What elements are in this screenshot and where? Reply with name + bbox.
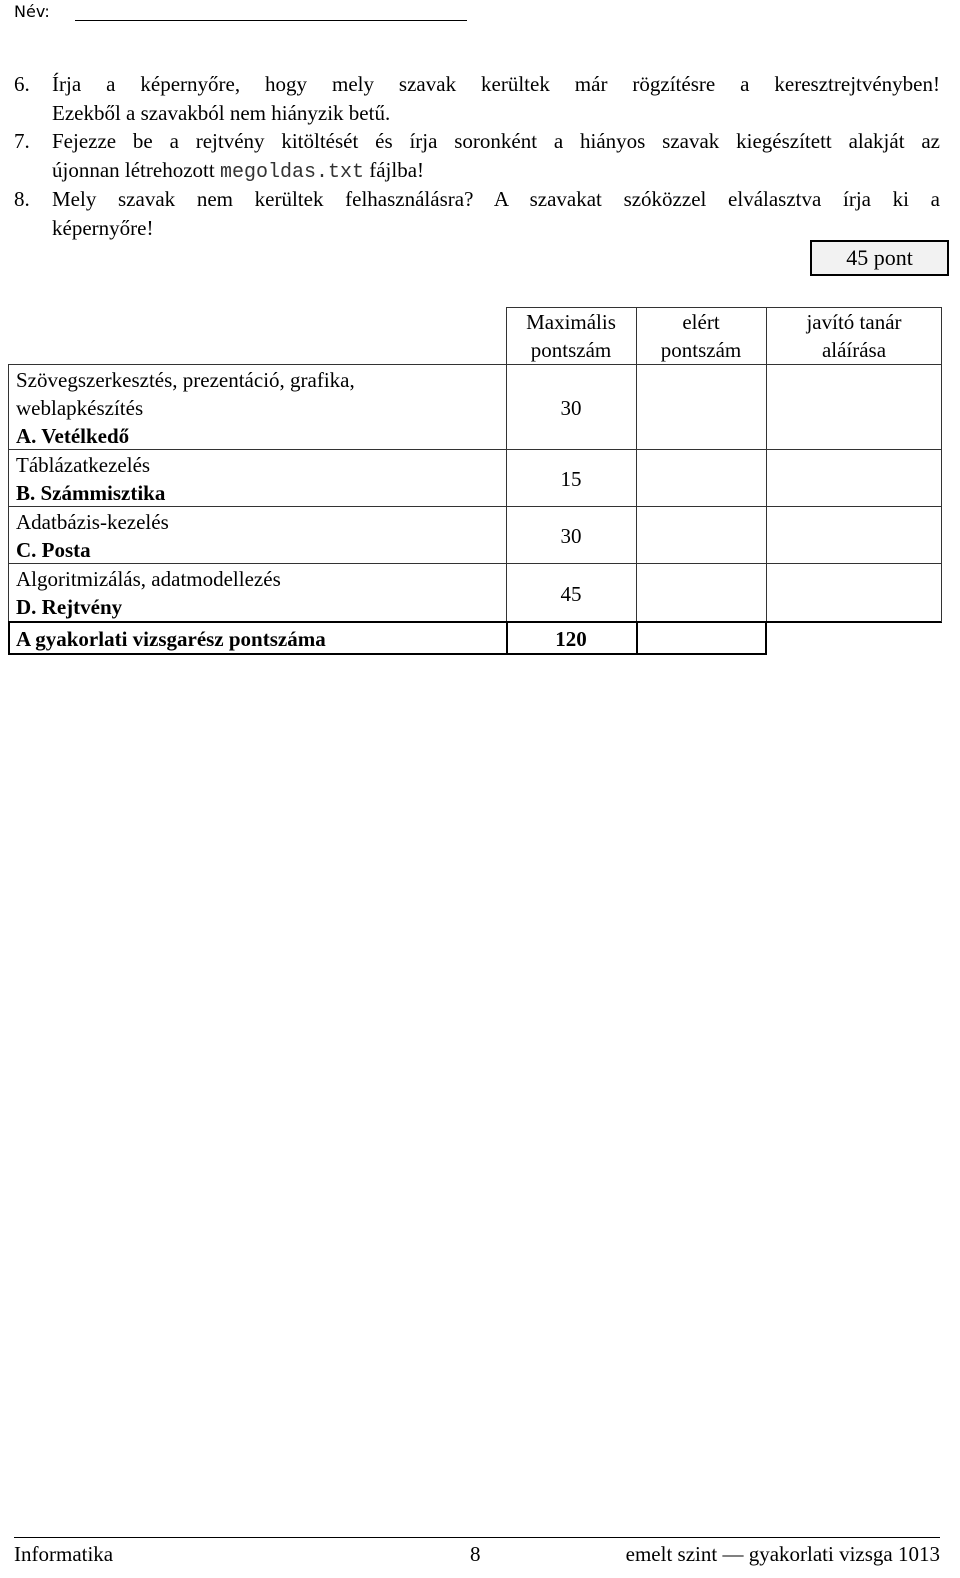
task-text-line: Ezekből a szavakból nem hiányzik betű.	[52, 100, 391, 125]
max-points-value: 45	[560, 582, 582, 606]
table-border	[765, 621, 767, 655]
task-7	[14, 127, 940, 187]
header-text: pontszám	[660, 338, 742, 362]
task-text-line: Fejezze be a rejtvény kitöltését és írja soronként a hiányos szavak kiegészített alakját az	[52, 129, 940, 153]
task-text: újonnan létrehozott	[52, 157, 220, 182]
task-text-line: Írja a képernyőre, hogy mely szavak kerültek már rögzítésre a keresztrejtvényben!	[52, 72, 940, 96]
name-field-line	[75, 20, 467, 21]
points-box: 45 pont	[810, 240, 949, 276]
table-border	[8, 653, 767, 655]
task-name: B. Számmisztika	[16, 481, 166, 505]
task-name: A. Vetélkedő	[16, 424, 130, 448]
header-max-points	[506, 308, 636, 364]
task-number: 7.	[14, 129, 30, 153]
max-points-value: 30	[560, 524, 582, 548]
footer-exam-info: emelt szint — gyakorlati vizsga 1013	[625, 1542, 940, 1566]
table-border	[941, 307, 942, 622]
task-text-line: képernyőre!	[52, 215, 154, 240]
header-text: javító tanár	[806, 310, 902, 334]
file-name: megoldas.txt	[219, 160, 364, 184]
task-name: D. Rejtvény	[16, 595, 123, 619]
header-text: elért	[682, 310, 720, 334]
task-name: C. Posta	[16, 538, 91, 562]
name-label: Név:	[14, 2, 50, 21]
table-row-topic	[16, 366, 506, 450]
table-border	[8, 506, 942, 507]
footer-page-number: 8	[470, 1542, 481, 1566]
table-border	[766, 307, 767, 622]
table-border	[8, 364, 9, 622]
table-border	[8, 449, 942, 450]
task-number: 6.	[14, 72, 30, 96]
task-text: fájlba!	[363, 157, 425, 182]
topic-text: Táblázatkezelés	[16, 453, 151, 477]
max-points-value: 15	[560, 467, 582, 491]
task-text-line	[52, 156, 940, 188]
table-border	[506, 307, 507, 622]
table-border	[636, 621, 638, 654]
task-number: 8.	[14, 187, 30, 211]
task-8	[14, 185, 940, 242]
task-text-line: Mely szavak nem kerültek felhasználásra? A szavakat szóközzel elválasztva írja ki a	[52, 187, 940, 211]
header-teacher-signature	[766, 308, 942, 364]
table-border	[8, 621, 942, 623]
task-6	[14, 70, 940, 127]
table-border	[8, 621, 10, 654]
header-text: aláírása	[821, 338, 887, 362]
header-text: pontszám	[530, 338, 612, 362]
table-border	[636, 307, 637, 622]
footer-divider	[14, 1537, 940, 1538]
header-text: Maximális	[526, 310, 616, 334]
table-border	[506, 621, 508, 654]
table-row-topic	[16, 565, 506, 621]
max-points-value: 30	[560, 396, 582, 420]
total-max-points: 120	[555, 627, 587, 651]
table-row-topic	[16, 508, 506, 564]
table-border	[506, 307, 942, 308]
topic-text: Szövegszerkesztés, prezentáció, grafika,	[16, 368, 355, 392]
topic-text: Adatbázis-kezelés	[16, 510, 169, 534]
header-earned-points	[636, 308, 766, 364]
table-row-topic	[16, 451, 506, 507]
table-border	[8, 364, 942, 365]
table-border	[8, 563, 942, 564]
topic-text: weblapkészítés	[16, 396, 144, 420]
topic-text: Algoritmizálás, adatmodellezés	[16, 567, 281, 591]
total-label: A gyakorlati vizsgarész pontszáma	[16, 627, 326, 651]
footer-subject: Informatika	[14, 1542, 114, 1566]
